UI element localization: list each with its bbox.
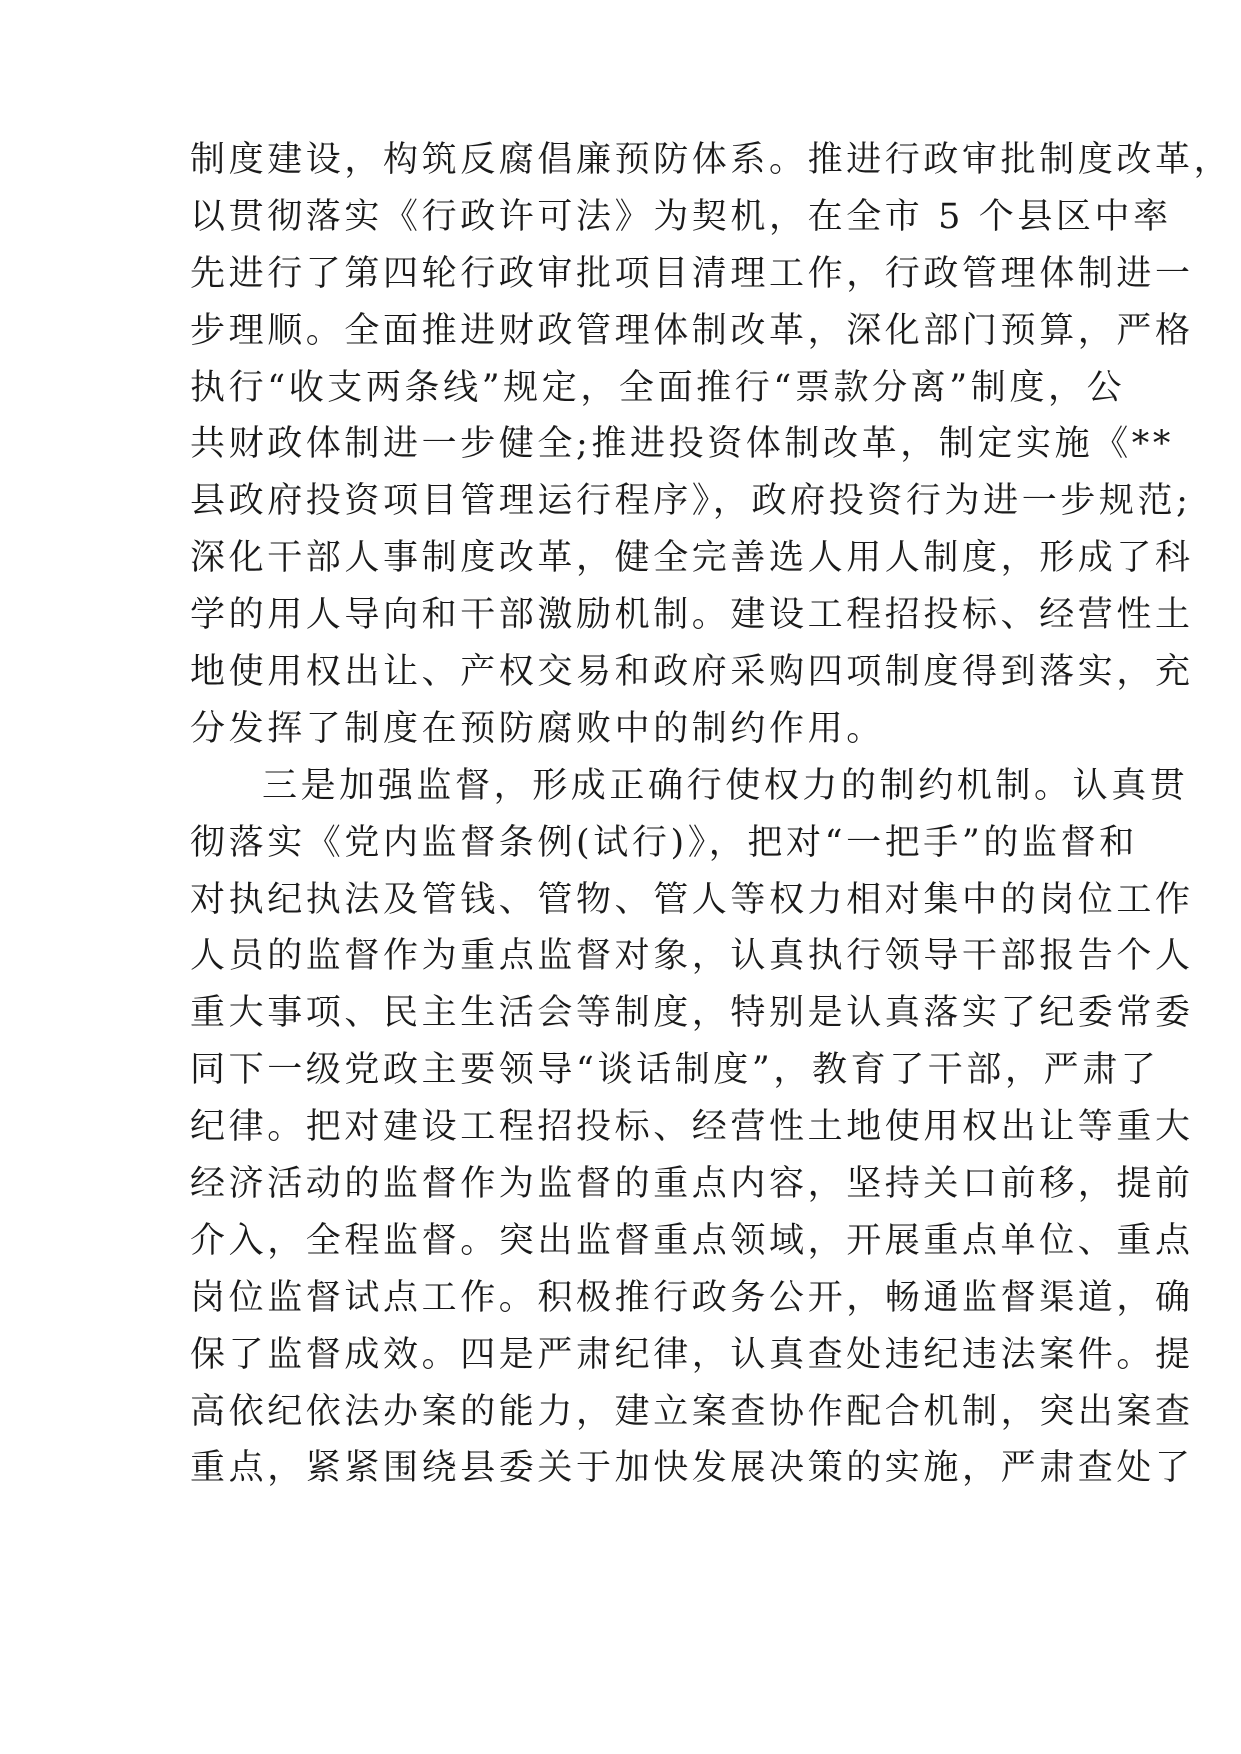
text-line: 重大事项、民主生活会等制度，特别是认真落实了纪委常委	[190, 993, 1194, 1034]
text-line: 学的用人导向和干部激励机制。建设工程招投标、经营性土	[190, 595, 1194, 636]
text-line: 先进行了第四轮行政审批项目清理工作，行政管理体制进一	[190, 253, 1194, 294]
text-line: 制度建设，构筑反腐倡廉预防体系。推进行政审批制度改革，	[190, 140, 1233, 180]
text-line: 以贯彻落实《行政许可法》为契机，在全市 5 个县区中率	[190, 196, 1172, 237]
text-line: 共财政体制进一步健全;推进投资体制改革，制定实施《**	[190, 424, 1174, 465]
text-line: 分发挥了制度在预防腐败中的制约作用。	[190, 708, 885, 749]
text-line: 执行“收支两条线”规定，全面推行“票款分离”制度，公	[190, 367, 1126, 408]
body-text	[190, 132, 1233, 1497]
text-line: 彻落实《党内监督条例(试行)》，把对“一把手”的监督和	[190, 822, 1138, 863]
text-line: 深化干部人事制度改革，健全完善选人用人制度，形成了科	[190, 538, 1194, 579]
text-line: 地使用权出让、产权交易和政府采购四项制度得到落实，充	[190, 652, 1194, 693]
text-line: 人员的监督作为重点监督对象，认真执行领导干部报告个人	[190, 936, 1194, 977]
text-line: 重点，紧紧围绕县委关于加快发展决策的实施，严肃查处了	[190, 1448, 1194, 1489]
text-line: 对执纪执法及管钱、管物、管人等权力相对集中的岗位工作	[190, 879, 1194, 920]
text-line: 保了监督成效。四是严肃纪律，认真查处违纪违法案件。提	[190, 1334, 1194, 1375]
text-line: 同下一级党政主要领导“谈话制度”，教育了干部，严肃了	[190, 1050, 1160, 1091]
text-line: 步理顺。全面推进财政管理体制改革，深化部门预算，严格	[190, 310, 1194, 351]
text-line: 岗位监督试点工作。积极推行政务公开，畅通监督渠道，确	[190, 1277, 1194, 1318]
text-line: 纪律。把对建设工程招投标、经营性土地使用权出让等重大	[190, 1107, 1194, 1148]
paragraph-start-line: 三是加强监督，形成正确行使权力的制约机制。认真贯	[262, 765, 1189, 806]
text-line: 县政府投资项目管理运行程序》，政府投资行为进一步规范;	[190, 481, 1192, 522]
text-line: 高依纪依法办案的能力，建立案查协作配合机制，突出案查	[190, 1391, 1194, 1432]
text-line: 介入，全程监督。突出监督重点领域，开展重点单位、重点	[190, 1220, 1194, 1261]
text-line: 经济活动的监督作为监督的重点内容，坚持关口前移，提前	[190, 1164, 1194, 1205]
